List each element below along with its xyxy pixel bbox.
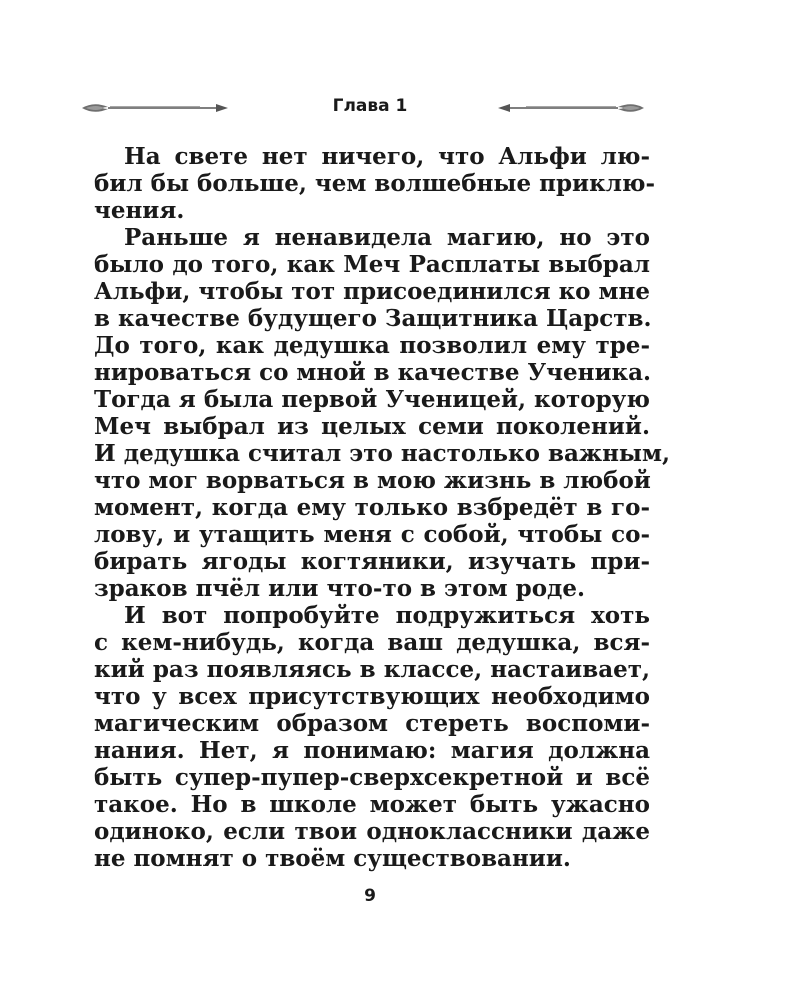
text-line: лову, и утащить меня с собой, чтобы со- [94,521,650,548]
text-line: нироваться со мной в качестве Ученика. [94,359,652,386]
text-line: было до того, как Меч Расплаты выбрал [94,251,650,278]
text-line: чения. [94,197,185,224]
text-line: в качестве будущего Защитника Царств. [94,305,652,332]
chapter-title: Глава 1 [332,96,408,116]
text-line: Тогда я была первой Ученицей, которую [94,386,650,413]
text-line: Альфи, чтобы тот присоединился ко мне [94,278,650,305]
text-line: До того, как дедушка позволил ему тре- [94,332,650,359]
text-line: На свете нет ничего, что Альфи лю- [124,143,650,170]
text-line: зраков пчёл или что-то в этом роде. [94,575,586,602]
text-line: магическим образом стереть воспоми- [94,710,650,737]
text-line: быть супер-пупер-сверхсекретной и всё [94,764,650,791]
text-line: такое. Но в школе может быть ужасно [94,791,650,818]
page-number: 9 [364,886,376,906]
paragraph [94,224,670,602]
text-line: И вот попробуйте подружиться хоть [124,602,650,629]
arrow-ornament-icon [80,99,230,117]
arrow-ornament-icon [496,99,646,117]
text-line: с кем-нибудь, когда ваш дедушка, вся- [94,629,650,656]
text-line: что мог ворваться в мою жизнь в любой [94,467,651,494]
text-line: что у всех присутствующих необходимо [94,683,650,710]
text-line: нания. Нет, я понимаю: магия должна [94,737,650,764]
paragraph [94,602,650,872]
text-line: кий раз появляясь в классе, настаивает, [94,656,650,683]
text-line: Меч выбрал из целых семи поколений. [94,413,650,440]
text-line: Раньше я ненавидела магию, но это [124,224,650,251]
text-line: бирать ягоды когтяники, изучать при- [94,548,650,575]
text-line: И дедушка считал это настолько важным, [94,440,670,467]
text-line: бил бы больше, чем волшебные приклю- [94,170,656,197]
chapter-header [0,88,800,128]
text-line: не помнят о твоём существовании. [94,845,571,872]
text-line: одиноко, если твои одноклассники даже [94,818,650,845]
paragraph [94,143,656,224]
text-line: момент, когда ему только взбредёт в го- [94,494,650,521]
body-text [94,143,670,872]
